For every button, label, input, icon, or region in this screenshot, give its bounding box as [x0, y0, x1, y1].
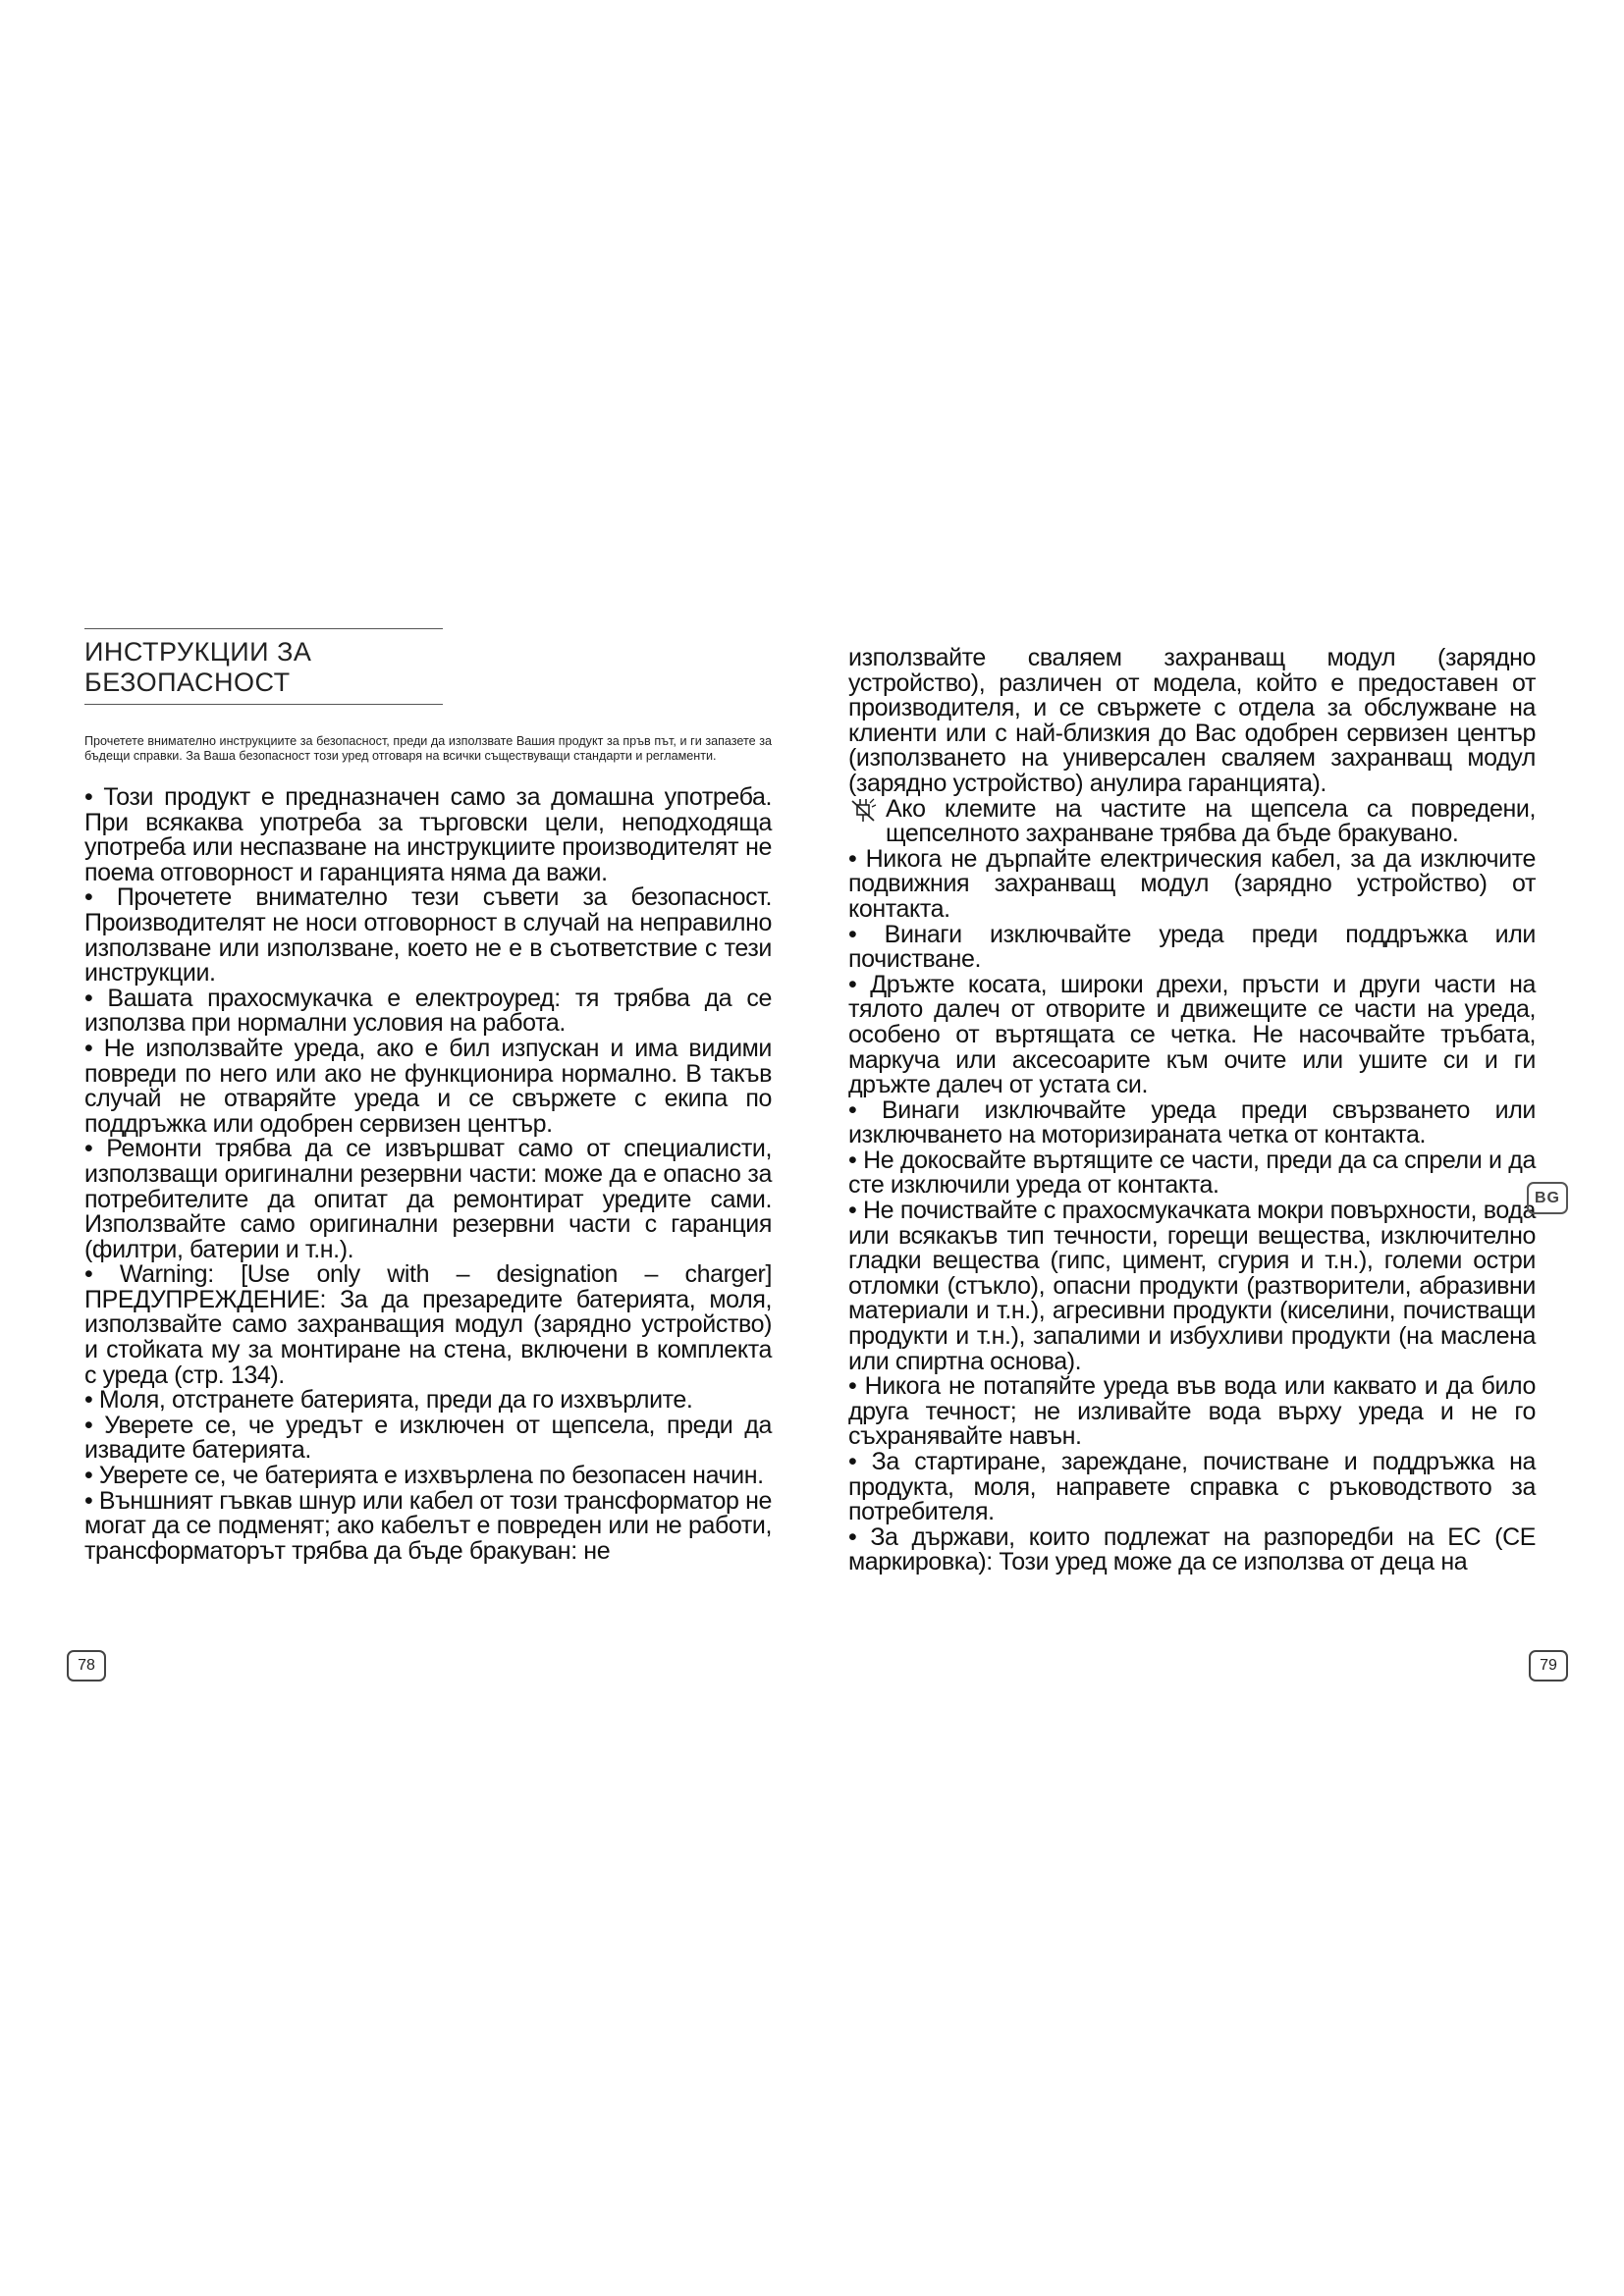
safety-paragraph: • Не почиствайте с прахосмукачката мокри повърхности, вода или всякакъв тип течности, горещи вещества, изключително гладки вещества (гипс, цимент, сгурия и т.н.), големи остри отломки (стъкло), опасни продукти (разтворители, абразивни материали и т.н.), агресивни продукти (киселини, почистващи продукти и т.н.), запалими и избухливи продукти (на маслена или спиртна основа). [848, 1197, 1536, 1375]
safety-paragraph: • Прочетете внимателно тези съвети за безопасност. Производителят не носи отговорност в случай на неправилно използване или използване, което не е в съответствие с тези инструкции. [84, 883, 772, 988]
safety-paragraph: • Моля, отстранете батерията, преди да го изхвърлите. [84, 1386, 693, 1415]
safety-paragraph: • Не докосвайте въртящите се части, преди да са спрели и да сте изключили уреда от контакта. [848, 1146, 1536, 1200]
safety-paragraph: • Не използвайте уреда, ако е бил изпускан и има видими повреди по него или ако не функционира нормално. В такъв случай не отваряйте уреда и се свържете с екипа по поддръжка или одобрен сервизен център. [84, 1034, 772, 1138]
safety-paragraph: използвайте сваляем захранващ модул (зарядно устройство), различен от модела, който е предоставен от производителя, и се свържете с отдела за обслужване на клиенти или с най-близкия до Вас одобрен сервизен център (използването на универсален сваляем захранващ модул (зарядно устройство) анулира гаранцията). [848, 644, 1536, 797]
safety-paragraph: • Никога не дърпайте електрическия кабел, за да изключите подвижния захранващ модул (зарядно устройство) от контакта. [848, 844, 1536, 923]
safety-paragraph: • Никога не потапяйте уреда във вода или каквато и да било друга течност; не изливайте вода върху уреда и не го съхранявайте навън. [848, 1372, 1536, 1451]
safety-paragraph: • Ремонти трябва да се извършват само от специалисти, използващи оригинални резервни части: може да е опасно за потребителите да опитат да ремонтират уредите сами. Използвайте само оригинални резервни части с гаранция (филтри, батерии и т.н.). [84, 1135, 772, 1263]
section-title: ИНСТРУКЦИИ ЗА БЕЗОПАСНОСТ [84, 628, 443, 705]
safety-paragraph: • Винаги изключвайте уреда преди свързването или изключването на моторизираната четка от контакта. [848, 1095, 1536, 1149]
warning-paragraph [848, 794, 1536, 848]
warning-text: Ако клемите на частите на щепсела са повредени, щепселното захранване трябва да бъде бракувано. [886, 794, 1536, 848]
page-number-left: 78 [67, 1650, 106, 1682]
safety-paragraph: • Винаги изключвайте уреда преди поддръжка или почистване. [848, 920, 1536, 974]
safety-paragraph: • За стартиране, зареждане, почистване и поддръжка на продукта, моля, направете справка с ръководството за потребителя. [848, 1448, 1536, 1526]
safety-paragraph: • Вашата прахосмукачка е електроуред: тя трябва да се използва при нормални условия на работа. [84, 984, 772, 1038]
damaged-plug-icon [848, 795, 878, 825]
page-number-right: 79 [1529, 1650, 1568, 1682]
right-page-column [848, 646, 1536, 1575]
safety-paragraph: • Дръжте косата, широки дрехи, пръсти и други части на тялото далеч от отворите и движещите се части на уреда, особено от въртящата се четка. Не насочвайте тръбата, маркуча или аксесоарите към очите или ушите си и ги дръжте далеч от устата си. [848, 970, 1536, 1099]
safety-paragraph: • Уверете се, че батерията е изхвърлена по безопасен начин. [84, 1462, 764, 1490]
safety-paragraph: • Външният гъвкав шнур или кабел от този трансформатор не могат да се подменят; ако кабелът е повреден или не работи, трансформаторът трябва да бъде бракуван: не [84, 1486, 772, 1565]
language-badge: BG [1527, 1182, 1568, 1214]
safety-paragraph: • Този продукт е предназначен само за домашна употреба. При всякаква употреба за търговски цели, неподходяща употреба или неспазване на инструкциите производителят не поема отговорност и гаранцията няма да важи. [84, 783, 772, 886]
safety-paragraph: • Уверете се, че уредът е изключен от щепсела, преди да извадите батерията. [84, 1411, 772, 1465]
safety-paragraph: • Warning: [Use only with – designation – charger] ПРЕДУПРЕЖДЕНИЕ: За да презаредите батерията, моля, използвайте само захранващия модул (зарядно устройство) и стойката му за монтиране на стена, включени в комплекта с уреда (стр. 134). [84, 1260, 772, 1389]
intro-text: Прочетете внимателно инструкциите за безопасност, преди да използвате Вашия продукт за пръв път, и ги запазете за бъдещи справки. За Ваша безопасност този уред отговаря на всички съществуващи стандарти и регламенти. [84, 734, 772, 763]
safety-paragraph: • За държави, които подлежат на разпоредби на ЕС (CE маркировка): Този уред може да се използва от деца на [848, 1522, 1536, 1576]
left-page-column [84, 628, 772, 1564]
